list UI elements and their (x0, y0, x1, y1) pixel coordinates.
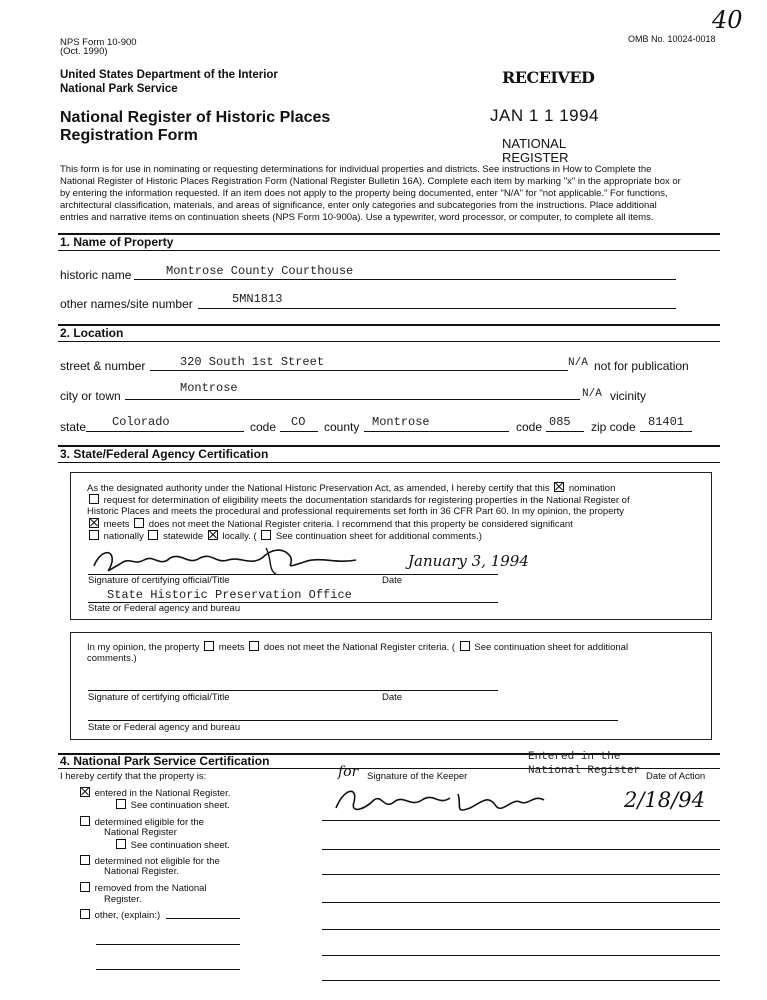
opinion-agency-label: State or Federal agency and bureau (88, 722, 241, 733)
other-option: other, (explain:) (78, 909, 160, 921)
state-value[interactable]: Colorado (112, 415, 170, 429)
entered-checkbox[interactable] (80, 787, 90, 797)
keeper-line-3 (322, 874, 720, 875)
keeper-signature-line (322, 820, 720, 821)
keeper-line-6 (322, 955, 720, 956)
vicinity-mark[interactable]: N/A (582, 388, 602, 400)
state-code-label: code (250, 420, 277, 434)
eligible-option: determined eligible for the (78, 816, 204, 828)
register-stamp: REGISTER (502, 150, 569, 165)
section3-heading: 3. State/Federal Agency Certification (60, 447, 269, 461)
zip-underline (640, 431, 692, 432)
entered-continuation: See continuation sheet. (114, 799, 230, 811)
street-value[interactable]: 320 South 1st Street (180, 355, 325, 369)
cert-line3: Historic Places and meets the procedural and professional requirements set forth in 36 CFR Part 60. In my opinion, the property (87, 506, 625, 517)
historic-name-underline (134, 279, 676, 280)
county-value[interactable]: Montrose (372, 415, 430, 429)
not-for-publication-label: not for publication (594, 359, 689, 373)
street-label: street & number (60, 359, 146, 373)
received-stamp: RECEIVED (502, 68, 595, 87)
keeper-line-4 (322, 902, 720, 903)
for-mark: for (338, 764, 359, 780)
city-value[interactable]: Montrose (180, 381, 238, 395)
state-code-value[interactable]: CO (291, 415, 306, 429)
opinion-signature-label: Signature of certifying official/Title (88, 692, 230, 703)
form-number: NPS Form 10-900 (60, 37, 137, 48)
section1-rule-bottom (58, 250, 720, 251)
historic-name-label: historic name (60, 268, 132, 282)
not-eligible-checkbox[interactable] (80, 855, 90, 865)
entered-stamp-line1: Entered in the (528, 751, 621, 763)
not-for-publication-mark[interactable]: N/A (568, 357, 588, 369)
cert-line5: nationally statewide locally. ( See continuation sheet for additional comments.) (87, 530, 482, 542)
other-names-label: other names/site number (60, 297, 193, 311)
meets-checkbox[interactable] (89, 518, 99, 528)
agency-line2: National Park Service (60, 83, 178, 95)
vicinity-label: vicinity (610, 389, 647, 403)
eligible-option-line2: National Register (104, 827, 177, 838)
opinion-agency-line (88, 720, 618, 721)
section2-rule-bottom (58, 341, 720, 342)
keeper-line-5 (322, 929, 720, 930)
opinion-signature-line (88, 690, 498, 691)
official-date-label: Date (382, 575, 403, 586)
eligible-checkbox[interactable] (80, 816, 90, 826)
state-code-underline (280, 431, 318, 432)
cert-line4: meets does not meet the National Register criteria. I recommend that this property be considered significant (87, 518, 573, 530)
opinion-does-not-meet-checkbox[interactable] (249, 641, 259, 651)
keeper-signature (330, 784, 560, 820)
eligible-continuation-checkbox[interactable] (116, 839, 126, 849)
statewide-checkbox[interactable] (148, 530, 158, 540)
received-date: JAN 1 1 1994 (490, 106, 600, 125)
city-label: city or town (60, 389, 121, 403)
section4-heading: 4. National Park Service Certification (60, 754, 270, 768)
zip-label: zip code (591, 420, 636, 434)
removed-option-line2: Register. (104, 894, 142, 905)
section3-rule-bottom (58, 462, 720, 463)
cert-line2: request for determination of eligibility meets the documentation standards for registering properties in the National Register of (87, 494, 630, 506)
instructions-line2: National Register of Historic Places Registration Form (National Register Bulletin 16A). Complete each item by marking "x" in the appropriate box or (60, 176, 681, 187)
national-stamp: NATIONAL (502, 136, 567, 151)
form-date: (Oct. 1990) (60, 46, 108, 57)
state-underline (86, 431, 244, 432)
other-checkbox[interactable] (80, 909, 90, 919)
section1-heading: 1. Name of Property (60, 235, 174, 249)
other-explain-line (166, 918, 240, 919)
agency-value: State Historic Preservation Office (107, 588, 352, 602)
not-eligible-option-line2: National Register. (104, 866, 179, 877)
eligible-continuation: See continuation sheet. (114, 839, 230, 851)
keeper-line-2 (322, 849, 720, 850)
city-underline (125, 399, 580, 400)
keeper-line-7 (322, 980, 720, 981)
nationally-checkbox[interactable] (89, 530, 99, 540)
official-signature-label: Signature of certifying official/Title (88, 575, 230, 586)
other-explain-line3 (96, 969, 240, 970)
section2-rule-top (58, 324, 720, 326)
form-title-line1: National Register of Historic Places (60, 109, 331, 126)
county-underline (364, 431, 509, 432)
removed-checkbox[interactable] (80, 882, 90, 892)
keeper-label: Signature of the Keeper (367, 771, 468, 782)
zip-value[interactable]: 81401 (648, 415, 685, 429)
entered-option: entered in the National Register. (78, 787, 230, 799)
opinion-line1: In my opinion, the property meets does not meet the National Register criteria. ( See continuation sheet for additional (87, 642, 629, 653)
instructions-line1: This form is for use in nominating or requesting determinations for individual properties and districts. See instructions in How to Complete the (60, 164, 652, 175)
opinion-meets-checkbox[interactable] (204, 641, 214, 651)
cert-line1: As the designated authority under the National Historic Preservation Act, as amended, I hereby certify that this nomination (87, 483, 616, 494)
historic-name-value[interactable]: Montrose County Courthouse (166, 264, 354, 278)
county-code-underline (546, 431, 584, 432)
not-eligible-option: determined not eligible for the (78, 855, 220, 867)
request-checkbox[interactable] (89, 494, 99, 504)
street-underline (150, 370, 568, 371)
nomination-checkbox[interactable] (554, 482, 564, 492)
date-of-action-value: 2/18/94 (624, 788, 705, 812)
county-code-label: code (516, 420, 543, 434)
county-code-value[interactable]: 085 (549, 415, 571, 429)
locally-checkbox[interactable] (208, 530, 218, 540)
omb-number: OMB No. 10024-0018 (628, 34, 716, 44)
other-names-value[interactable]: 5MN1813 (232, 292, 283, 306)
entered-stamp-line2: National Register (528, 765, 641, 777)
opinion-continuation-checkbox[interactable] (460, 641, 470, 651)
continuation-checkbox-1[interactable] (261, 530, 271, 540)
county-label: county (324, 420, 360, 434)
official-date-value: January 3, 1994 (408, 552, 529, 570)
state-label: state (60, 420, 87, 434)
form-title-line2: Registration Form (60, 127, 198, 144)
page-mark: 40 (712, 6, 743, 34)
certify-label: I hereby certify that the property is: (60, 771, 207, 782)
other-names-underline (198, 308, 676, 309)
section2-heading: 2. Location (60, 326, 124, 340)
removed-option: removed from the National (78, 882, 207, 894)
agency-label: State or Federal agency and bureau (88, 603, 241, 614)
opinion-line2: comments.) (87, 653, 137, 664)
agency-line1: United States Department of the Interior (60, 69, 278, 81)
does-not-meet-checkbox[interactable] (134, 518, 144, 528)
date-of-action-label: Date of Action (646, 771, 706, 782)
other-explain-line2 (96, 944, 240, 945)
instructions-line4: architectural classification, materials, and areas of significance, enter only categories and subcategories from the instructions. Place additional (60, 200, 657, 211)
instructions-line5: entries and narrative items on continuation sheets (NPS Form 10-900a). Use a typewriter, word processor, or computer, to complete all items. (60, 212, 654, 223)
instructions-line3: by entering the information requested. If an item does not apply to the property being documented, enter "N/A" for "not applicable." For functions, (60, 188, 668, 199)
entered-continuation-checkbox[interactable] (116, 799, 126, 809)
opinion-date-label: Date (382, 692, 403, 703)
